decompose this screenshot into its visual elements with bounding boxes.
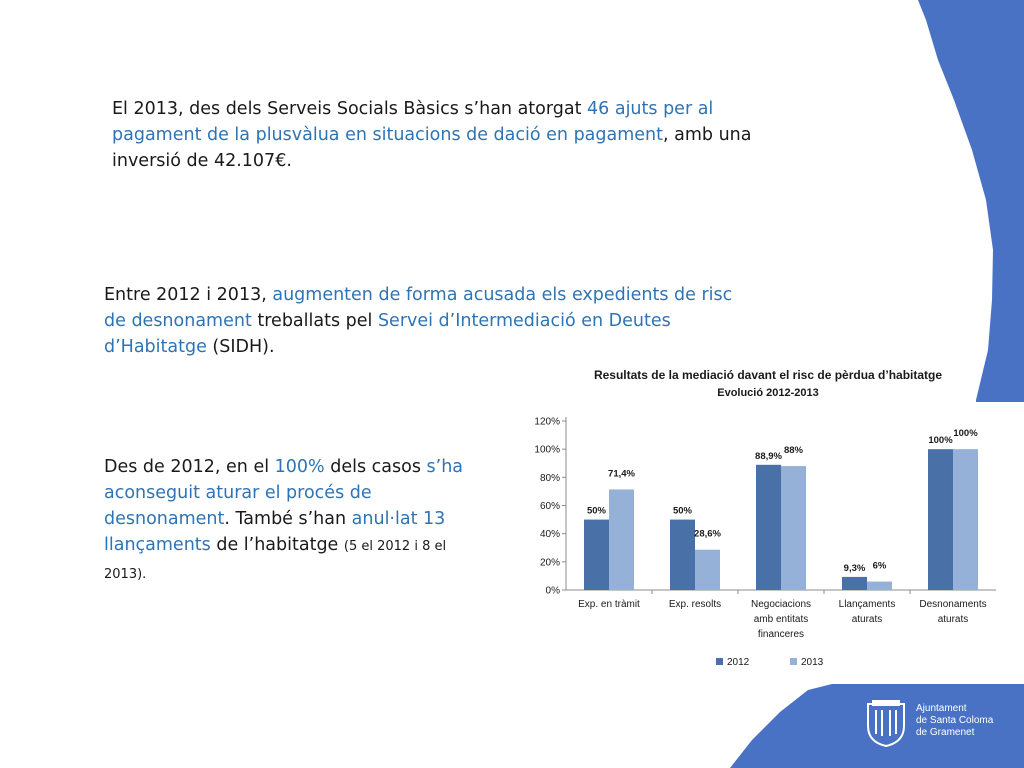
y-tick-label: 120% xyxy=(534,416,560,428)
y-tick-label: 60% xyxy=(539,501,560,512)
text-segment: treballats pel xyxy=(251,311,378,331)
bar-2013 xyxy=(953,449,978,590)
chart-title: Resultats de la mediació davant el risc de pèrdua d’habitatge xyxy=(593,368,943,382)
legend-swatch-2012 xyxy=(716,658,723,665)
x-tick-label: aturats xyxy=(937,614,969,625)
chart-panel xyxy=(512,354,1024,684)
x-tick-label: aturats xyxy=(851,614,883,625)
logo-text: Ajuntament de Santa Coloma de Gramenet xyxy=(916,703,994,738)
legend-label: 2012 xyxy=(727,657,750,668)
y-tick-label: 20% xyxy=(539,557,560,569)
bar-2013 xyxy=(695,550,720,590)
data-label: 50% xyxy=(672,505,693,517)
right-blue-band xyxy=(918,0,1024,408)
data-label: 50% xyxy=(586,505,607,517)
paragraph-sidh xyxy=(104,282,754,360)
highlight-text: 46 ajuts per al pagament de la plusvàlua en situacions de dació en pagament xyxy=(112,99,714,145)
data-label: 9,3% xyxy=(843,562,866,574)
text-segment: de l’habitatge xyxy=(210,535,344,555)
text-segment: Des de 2012, en el xyxy=(104,457,275,477)
municipal-logo xyxy=(864,698,1014,750)
data-label: 71,4% xyxy=(608,468,635,480)
highlight-text: anul·lat 13 llançaments xyxy=(104,509,446,555)
bar-2012 xyxy=(670,520,695,590)
x-tick-label: Exp. en tràmit xyxy=(578,599,640,610)
legend-label: 2013 xyxy=(801,657,824,668)
paragraph-desnonament xyxy=(104,454,484,588)
small-note: (5 el 2012 i 8 el 2013). xyxy=(104,539,447,582)
bar-2012 xyxy=(756,465,781,590)
bar-2012 xyxy=(584,520,609,590)
x-tick-label: Llançaments xyxy=(838,599,896,610)
text-segment: (SIDH). xyxy=(206,337,275,357)
municipal-crest-icon xyxy=(864,698,908,748)
y-tick-label: 0% xyxy=(545,585,560,597)
data-label: 28,6% xyxy=(694,528,721,540)
bar-2013 xyxy=(781,466,806,590)
text-segment: dels casos xyxy=(324,457,427,477)
highlight-text: 100% xyxy=(274,457,325,477)
paragraph-plusvalua xyxy=(112,96,752,174)
highlight-text: augmenten de forma acusada els expedients de risc de desnonament xyxy=(104,285,733,331)
text-segment: Entre 2012 i 2013, xyxy=(104,285,273,305)
highlight-text: s’ha aconseguit aturar el procés de desnonament xyxy=(104,457,464,529)
chart-subtitle: Evolució 2012-2013 xyxy=(717,387,819,399)
bar-chart xyxy=(512,354,1024,684)
x-tick-label: Exp. resolts xyxy=(668,599,722,610)
highlight-text: Servei d’Intermediació en Deutes d’Habitatge xyxy=(104,311,671,357)
text-segment: , amb una inversió de 42.107€. xyxy=(112,125,752,171)
bar-2013 xyxy=(867,582,892,590)
x-tick-label: Desnonaments xyxy=(919,599,987,610)
legend-swatch-2013 xyxy=(790,658,797,665)
bar-2012 xyxy=(928,449,953,590)
y-tick-label: 100% xyxy=(534,444,560,456)
data-label: 6% xyxy=(872,560,887,572)
data-label: 88% xyxy=(783,445,804,457)
text-segment: . També s’han xyxy=(224,509,352,529)
x-tick-label: financeres xyxy=(757,629,805,640)
bar-2013 xyxy=(609,489,634,590)
text-segment: El 2013, des dels Serveis Socials Bàsics s’han atorgat xyxy=(112,99,588,119)
y-tick-label: 40% xyxy=(539,529,560,541)
data-label: 88,9% xyxy=(755,450,782,462)
x-tick-label: Negociacions xyxy=(750,599,812,610)
data-label: 100% xyxy=(928,435,953,447)
bar-2012 xyxy=(842,577,867,590)
data-label: 100% xyxy=(953,428,978,440)
y-tick-label: 80% xyxy=(539,472,560,484)
x-tick-label: amb entitats xyxy=(753,614,809,625)
